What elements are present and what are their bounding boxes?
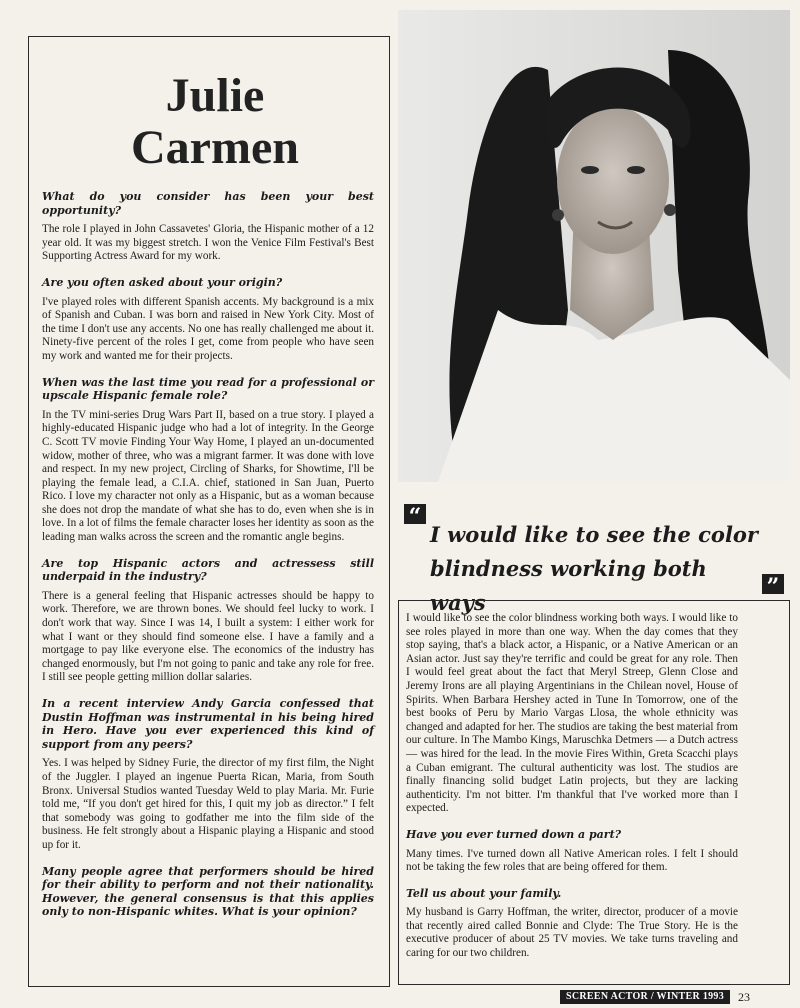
answer-text: My husband is Garry Hoffman, the writer, director, producer of a movie that recently aired called Bonnie and Clyde: The True Story. He is the executive producer of about 25 TV movies. We take turns traveling and caring for our two children. [406,906,738,960]
open-quote-icon: “ [404,504,426,524]
answer-text: Yes. I was helped by Sidney Furie, the director of my first film, the Night of the Juggler. I played an ingenue Puerta Rican, Maria, from South Bronx. Universal Studios wanted Tuesday Weld to play Maria. Mr. Furie told me, “If you don't get hired for this, I quit my job as director.” I felt that somebody was going to godfather me into the film side of the business. He felt strongly about a Hispanic playing a Hispanic and stood up for it. [42,757,374,851]
title-first-name: Julie [165,69,265,122]
portrait-illustration [398,10,790,482]
pull-quote [398,500,790,615]
answer-text: Many times. I've turned down all Native American roles. I felt I should not be taking the few roles that are being offered for them. [406,847,738,874]
portrait-photo [398,10,790,482]
pull-quote-text: I would like to see the color blindness working both ways [430,522,758,615]
article-title [0,70,430,174]
question-text: Many people agree that performers should be hired for their ability to perform and not their nationality. However, the general consensus is that this applies only to non-Hispanic whites. What is your opinion? [42,864,374,919]
answer-text: The role I played in John Cassavetes' Gloria, the Hispanic mother of a 12 year old. It was my biggest stretch. I won the Venice Film Festival's Best Supporting Actress Award for my work. [42,223,374,263]
page-footer [560,990,750,1005]
question-text: What do you consider has been your best opportunity? [42,190,374,217]
question-text: Are top Hispanic actors and actressess still underpaid in the industry? [42,556,374,584]
question-text: Are you often asked about your origin? [42,275,283,289]
answer-text: I would like to see the color blindness working both ways. I would like to see roles played in more than one way. When the day comes that they stop saying, that's a black actor, a Hispanic, or a Native American or an Asian actor. Just say they're terrific and could be great for any role. Then I would feel great about the fact that Meryl Streep, Glenn Close and Jeremy Irons are all playing Argentinians in the Chilean novel, House of Spirits. When Barbara Hershey acted in Tune In Tomorrow, one of the best books of Peru by Mario Vargas Llosa, the whole ethnicity was changed and adapted for her. The studios are taking the best material from our culture. In The Mambo Kings, Maruschka Detmers — a Dutch actress — was hired for the lead. In the movie Fires Within, Greta Scacchi plays a Cuban emigrant. The cultural authenticity was lost. The studios are finally financing solid budget Latin projects, but they are lacking authenticity. I'm not bitter. I'm thankful that I've worked more than I expected. [406,612,738,815]
answer-text: There is a general feeling that Hispanic actresses should be happy to work. Therefore, we are thrown bones. We should feel lucky to work. I don't work that way. Since I was 14, I built a system: I either work for what I want or they should find someone else. I have a family and a mortgage to pay like everyone else. The economics of the industry has changed enormously, but I'm not going to panic and take any role for free. I still see people getting million dollar salaries. [42,589,374,684]
page-number: 23 [738,990,751,1004]
left-interview-column [42,190,374,925]
answer-text: In the TV mini-series Drug Wars Part II, based on a true story. I played a highly-educated Hispanic judge who had a lot of integrity. In the George C. Scott TV movie Finding Your Way Home, I played an un-documented widow, mother of three, who was a migrant farmer. It was done with love and respect. In my new project, Circling of Sharks, for Showtime, I'll be playing the female lead, a C.I.A. chief, stationed in San Juan, Puerto Rico. I love my character not only as a Hispanic, but as a woman because she does not drop the mandate of what she has to do, even when she is in love. In a lot of films the female character loses her identity as soon as the leading man walks across the screen and the romantic angle begins. [42,408,374,544]
question-text: Have you ever turned down a part? [406,827,622,841]
question-text: In a recent interview Andy Garcia confessed that Dustin Hoffman was instrumental in his being hired in Hero. Have you ever experienced this kind of support from any peers? [42,697,374,751]
close-quote-icon: ” [762,574,784,594]
question-text: Tell us about your family. [406,886,562,900]
answer-text: I've played roles with different Spanish accents. My background is a mix of Spanish and Cuban. I was born and raised in New York City. Most of the time I don't use any accents. No one has really challenged me about it. Ninety-five percent of the roles I get, come from people who have seen my work and wanted me for their projects. [42,295,374,362]
question-text: When was the last time you read for a professional or upscale Hispanic female role? [42,375,374,403]
right-interview-column [406,612,738,973]
title-last-name: Carmen [131,121,299,174]
publication-line: SCREEN ACTOR / WINTER 1993 [560,990,730,1004]
